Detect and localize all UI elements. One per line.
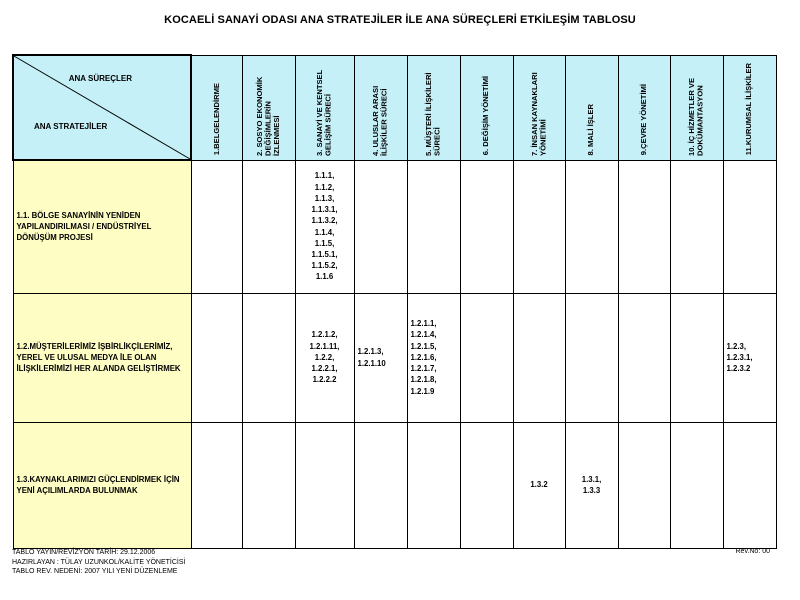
matrix-cell: 1.3.2 [513,422,565,548]
matrix-cell [618,422,670,548]
table-row [13,293,776,422]
revision-number: Rev.No: 00 [735,548,770,555]
matrix-cell [723,422,776,548]
matrix-cell [565,293,618,422]
matrix-cell [295,422,354,548]
matrix-cell [354,422,407,548]
matrix-cell: 1.2.1.3, 1.2.1.10 [354,293,407,422]
processes-label: ANA SÜREÇLER [68,74,132,83]
footer-notes [12,548,186,577]
revision-date: TABLO YAYIN/REVİZYON TARİH: 29.12.2006 [12,549,156,556]
matrix-cell [565,160,618,293]
column-header: 7. İNSAN KAYNAKLARI YÖNETİMİ [513,55,565,160]
matrix-cell: 1.2.3, 1.2.3.1, 1.2.3.2 [723,293,776,422]
matrix-cell [618,293,670,422]
matrix-cell [407,160,460,293]
matrix-cell [242,422,295,548]
matrix-cell [513,293,565,422]
matrix-cell [460,422,513,548]
column-header: 11.KURUMSAL İLİŞKİLER [723,55,776,160]
column-header: 9.ÇEVRE YÖNETİMİ [618,55,670,160]
page-title: KOCAELİ SANAYİ ODASI ANA STRATEJİLER İLE ANA SÜREÇLERİ ETKİLEŞİM TABLOSU [164,14,636,26]
column-header: 4. ULUSLAR ARASI İLİŞKİLER SÜRECİ [354,55,407,160]
column-header: 3. SANAYİ VE KENTSEL GELİŞİM SÜRECİ [295,55,354,160]
strategy-cell: 1.1. BÖLGE SANAYİNİN YENİDEN YAPILANDIRILMASI / ENDÜSTRİYEL DÖNÜŞÜM PROJESİ [13,160,191,293]
column-header: 10. İÇ HİZMETLER VE DOKÜMANTASYON [670,55,723,160]
revision-reason: TABLO REV. NEDENİ: 2007 YILI YENİ DÜZENLEME [12,568,178,575]
column-header: 6. DEĞİŞİM YÖNETİMİ [460,55,513,160]
table-row [13,160,776,293]
column-header: 1.BELGELENDİRME [191,55,242,160]
matrix-cell [191,160,242,293]
prepared-by: HAZIRLAYAN : TÜLAY UZUNKOL/KALİTE YÖNETİCİSİ [12,558,186,566]
matrix-cell [242,293,295,422]
diagonal-line [14,56,190,159]
column-header: 8. MALİ İŞLER [565,55,618,160]
matrix-cell [407,422,460,548]
strategies-label: ANA STRATEJİLER [34,122,108,131]
corner-cell [13,55,191,160]
column-header: 2. SOSYO EKONOMİK DEĞİŞİMLERİN İZLENMESİ [242,55,295,160]
matrix-cell [191,422,242,548]
matrix-cell [723,160,776,293]
matrix-cell: 1.2.1.1, 1.2.1.4, 1.2.1.5, 1.2.1.6, 1.2.1.7, 1.2.1.8, 1.2.1.9 [407,293,460,422]
matrix-cell: 1.1.1, 1.1.2, 1.1.3, 1.1.3.1, 1.1.3.2, 1.1.4, 1.1.5, 1.1.5.1, 1.1.5.2, 1.1.6 [295,160,354,293]
matrix-cell [670,293,723,422]
matrix-cell [354,160,407,293]
matrix-cell [670,160,723,293]
interaction-table [12,54,777,549]
strategy-cell: 1.3.KAYNAKLARIMIZI GÜÇLENDİRMEK İÇİN YENİ AÇILIMLARDA BULUNMAK [13,422,191,548]
matrix-cell: 1.3.1, 1.3.3 [565,422,618,548]
matrix-cell [460,293,513,422]
matrix-cell [670,422,723,548]
matrix-cell [618,160,670,293]
matrix-cell [513,160,565,293]
header-row [13,55,776,160]
column-header: 5. MÜŞTERİ İLİŞKİLERİ SÜRECİ [407,55,460,160]
matrix-cell [460,160,513,293]
strategy-cell: 1.2.MÜŞTERİLERİMİZ İŞBİRLİKÇİLERİMİZ, YEREL VE ULUSAL MEDYA İLE OLAN İLİŞKİLERİMİZİ HER ALANDA GELİŞTİRMEK [13,293,191,422]
matrix-cell [242,160,295,293]
matrix-cell [191,293,242,422]
matrix-cell: 1.2.1.2, 1.2.1.11, 1.2.2, 1.2.2.1, 1.2.2.2 [295,293,354,422]
table-row [13,422,776,548]
